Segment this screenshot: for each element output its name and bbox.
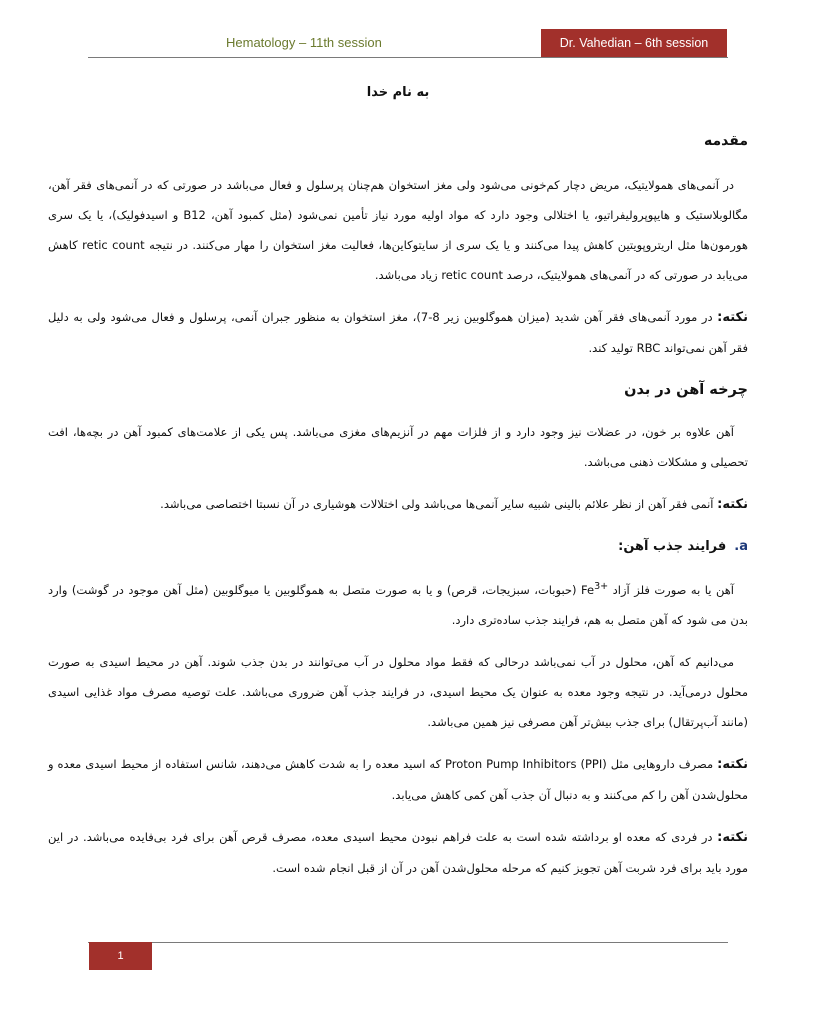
footer-divider — [88, 942, 728, 943]
intro-paragraph: در آنمی‌های همولایتیک، مریض دچار کم‌خونی می‌شود ولی مغز استخوان هم‌چنان پرسلول و فعال می‌باشد در صورتی که در آنمی‌های فقر آهن، مگالوبلاستیک و هایپوپرولیفراتیو، یا اختلالی وجود دارد که مواد اولیه مورد نیاز تأمین نمی‌شود (مثل کمبود آهن، B12 و اسیدفولیک)، یا یک سری هورمون‌ها مثل اریتروپویتین کاهش پیدا می‌کنند و یا یک سری از سایتوکاین‌ها، فعالیت مغز استخوان را مهار می‌کنند. در نتیجه retic count کاهش می‌یابد در صورتی که در آنمی‌های همولایتیک، درصد retic count زیاد می‌باشد. — [48, 178, 748, 282]
note-2-text: آنمی فقر آهن از نظر علائم بالینی شبیه سایر آنمی‌ها می‌باشد ولی اختلالات هوشیاری در آن نسبتا اختصاصی می‌باشد. — [160, 497, 714, 511]
iron-formula — [581, 583, 608, 597]
iron-charge: 3+ — [594, 581, 609, 592]
absorption-paragraph-1 — [48, 572, 748, 635]
absorption-text-a: آهن یا به صورت فلز آزاد — [608, 582, 734, 597]
header-divider — [88, 57, 728, 58]
iron-paragraph: آهن علاوه بر خون، در عضلات نیز وجود دارد و از فلزات مهم در آنزیم‌های مغزی می‌باشد. پس یکی از علامت‌های کمبود آهن در بچه‌ها، افت تحصیلی و مشکلات ذهنی می‌باشد. — [48, 425, 748, 469]
header-session-badge: Dr. Vahedian – 6th session — [541, 29, 727, 57]
note-1 — [48, 302, 748, 363]
page-title: به نام خدا — [366, 85, 430, 100]
iron-cycle-heading: چرخه آهن در بدن — [624, 382, 748, 398]
page-number: 1 — [89, 942, 152, 970]
note-label: نکته: — [717, 310, 748, 325]
note-3 — [48, 749, 748, 810]
absorption-heading — [48, 532, 748, 562]
absorption-list-number: a. — [734, 539, 748, 554]
note-1-text: در مورد آنمی‌های فقر آهن شدید (میزان هموگلوبین زیر 8-7)، مغز استخوان به منظور جبران آنمی، پرسلول و فعال می‌شود ولی به دلیل فقر آهن نمی‌تواند RBC تولید کند. — [48, 310, 748, 355]
absorption-text-b: (حبوبات، سبزیجات، قرص) و یا به صورت متصل به هموگلوبین یا میوگلوبین (مثل آهن موجود در گوشت) وارد بدن می شود که آهن متصل به هم، فرایند جذب ساده‌تری دارد. — [48, 582, 748, 627]
note-label: نکته: — [717, 756, 749, 772]
note-label: نکته: — [717, 829, 748, 845]
note-2 — [48, 489, 748, 520]
iron-symbol: Fe — [581, 582, 595, 597]
absorption-paragraph-2: می‌دانیم که آهن، محلول در آب نمی‌باشد درحالی که فقط مواد محلول در آب می‌توانند در بدن جذب شوند. آهن در محیط اسیدی به صورت محلول درمی‌آید. در نتیجه وجود معده به عنوان یک محیط اسیدی، در فرایند جذب آهن ضروری می‌باشد. علت توصیه مصرف مواد غذایی اسیدی (مانند آب‌پرتقال) برای جذب بیش‌تر آهن مصرفی نیز همین می‌باشد. — [48, 654, 748, 729]
note-3-text: مصرف داروهایی مثل Proton Pump Inhibitors (PPI) که اسید معده را به شدت کاهش می‌دهند، شانس استفاده از محیط اسیدی معده و محلول‌شدن آهن را کم می‌کنند و به دنبال آن جذب آهن کمی کاهش می‌یابد. — [48, 756, 748, 802]
document-body — [48, 78, 748, 895]
note-4-text: در فردی که معده او برداشته شده است به علت فراهم نبودن محیط اسیدی معده، مصرف قرص آهن برای فرد بی‌فایده می‌باشد. در این مورد باید برای فرد شربت آهن تجویز کنیم که مرحله محلول‌شدن آهن در آن از قبل انجام شده است. — [48, 829, 748, 875]
header-course-title: Hematology – 11th session — [226, 35, 382, 50]
absorption-heading-text: فرایند جذب آهن: — [618, 539, 727, 554]
note-4 — [48, 822, 748, 883]
note-label: نکته: — [717, 497, 748, 512]
intro-heading: مقدمه — [704, 133, 748, 149]
